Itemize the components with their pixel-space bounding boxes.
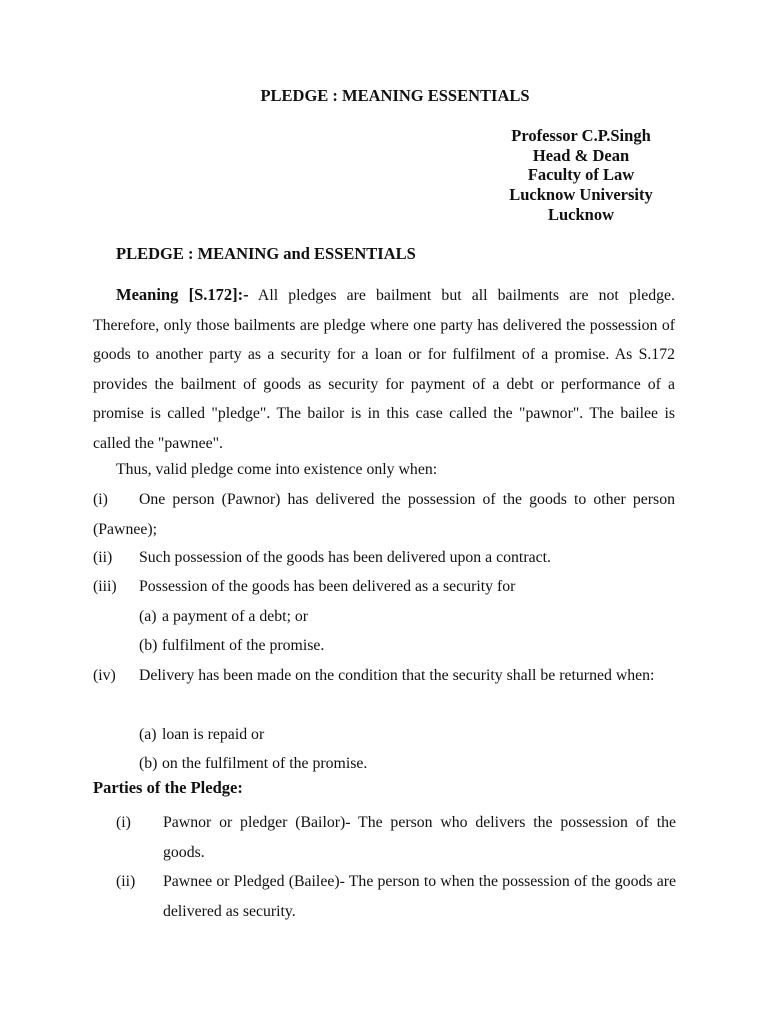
condition-number: (ii) [93, 549, 113, 566]
party-item-ii [116, 867, 676, 926]
sub-item-label: (b) [139, 637, 158, 654]
sub-item-label: (a) [139, 726, 157, 743]
thus-paragraph: Thus, valid pledge come into existence only when: [116, 461, 438, 478]
condition-iii-sub-b [139, 631, 324, 661]
condition-text: Such possession of the goods has been delivered upon a contract. [139, 549, 551, 566]
author-faculty: Faculty of Law [527, 165, 635, 185]
author-name: Professor C.P.Singh [511, 126, 651, 145]
condition-number: (iii) [93, 578, 117, 595]
sub-item-label: (b) [139, 755, 158, 772]
condition-number: (iv) [93, 667, 116, 684]
meaning-paragraph [93, 280, 675, 458]
author-city: Lucknow [547, 204, 615, 224]
sub-item-text: loan is repaid or [162, 726, 265, 743]
condition-item-iii [93, 572, 675, 602]
party-text: Pawnor or pledger (Bailor)- The person who delivers the possession of the goods. [163, 814, 676, 861]
author-position: Head & Dean [532, 145, 630, 165]
sub-item-text: fulfilment of the promise. [162, 637, 325, 654]
meaning-lead: Meaning [S.172]:- [116, 285, 249, 304]
condition-iii-sub-a [139, 602, 308, 632]
condition-iv-sub-b [139, 749, 367, 779]
party-number: (ii) [116, 873, 136, 890]
party-item-i [116, 808, 676, 867]
parties-heading: Parties of the Pledge: [93, 778, 243, 797]
document-title: PLEDGE : MEANING ESSENTIALS [260, 86, 530, 105]
condition-item-ii [93, 543, 675, 573]
condition-number: (i) [93, 491, 108, 508]
condition-item-iv [93, 661, 675, 691]
party-text: Pawnee or Pledged (Bailee)- The person to when the possession of the goods are delivered as security. [163, 873, 676, 920]
sub-item-label: (a) [139, 608, 157, 625]
section-heading: PLEDGE : MEANING and ESSENTIALS [116, 244, 416, 263]
condition-iv-sub-a [139, 720, 264, 750]
meaning-text: All pledges are bailment but all bailments are not pledge. Therefore, only those bailments are pledge where one party has delivered the possession of goods to another party as a security for a loan or for fulfilment of a promise. As S.172 provides the bailment of goods as security for payment of a debt or performance of a promise is called "pledge". The bailor is in this case called the "pawnor". The bailee is called the "pawnee". [93, 287, 675, 452]
sub-item-text: a payment of a debt; or [162, 608, 309, 625]
author-university: Lucknow University [509, 185, 653, 205]
party-number: (i) [116, 814, 131, 831]
condition-text: Possession of the goods has been delivered as a security for [139, 578, 516, 595]
sub-item-text: on the fulfilment of the promise. [162, 755, 368, 772]
condition-text: One person (Pawnor) has delivered the possession of the goods to other person (Pawnee); [93, 491, 675, 538]
condition-item-i [93, 485, 675, 544]
author-block [500, 126, 662, 225]
condition-text: Delivery has been made on the condition that the security shall be returned when: [139, 667, 655, 684]
